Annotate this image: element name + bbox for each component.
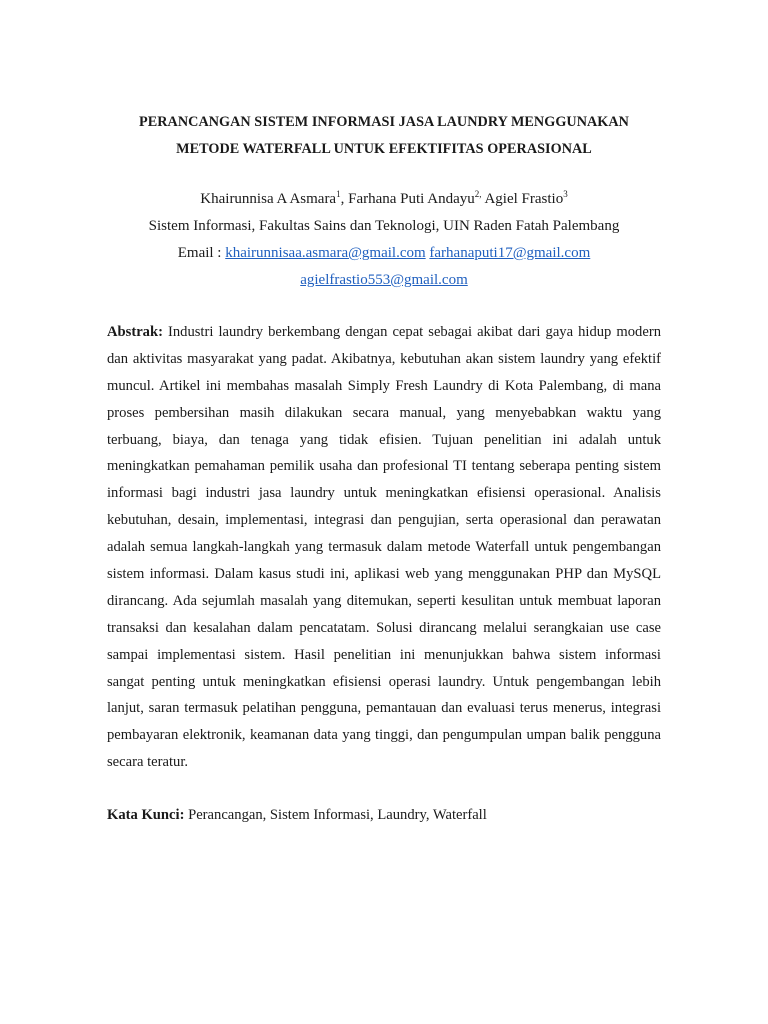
abstract-line: adalah semua langkah-langkah yang termasuk dalam metode Waterfall untuk pengembangan bbox=[107, 539, 661, 556]
email-line-2 bbox=[84, 267, 684, 294]
title-line-1: PERANCANGAN SISTEM INFORMASI JASA LAUNDRY MENGGUNAKAN bbox=[139, 114, 629, 130]
abstract-label: Abstrak: bbox=[107, 324, 163, 340]
abstract-line: muncul. Artikel ini membahas masalah Simply Fresh Laundry di Kota Palembang, di mana bbox=[107, 377, 661, 394]
author-affiliation-mark-1: 1 bbox=[336, 189, 341, 199]
author-name-2: Farhana Puti Andayu bbox=[348, 191, 475, 207]
email-label: Email : bbox=[177, 245, 226, 261]
abstract bbox=[107, 319, 661, 776]
abstract-line: meningkatkan pemahaman pemilik usaha dan profesional TI tentang seberapa penting sistem bbox=[107, 458, 661, 475]
email-link-2[interactable]: farhanaputi17@gmail.com bbox=[429, 245, 591, 261]
paper-title bbox=[90, 109, 678, 163]
author-affiliation-mark-2: 2, bbox=[474, 189, 482, 199]
abstract-line: lanjut, saran termasuk pelatihan pengguna, pemantauan dan evaluasi terus menerus, integrasi bbox=[107, 700, 661, 717]
abstract-line: sistem informasi. Dalam kasus studi ini, aplikasi web yang menggunakan PHP dan MySQL bbox=[107, 566, 661, 583]
abstract-line: sampai implementasi sistem. Hasil penelitian ini menunjukkan bahwa sistem informasi bbox=[107, 646, 661, 663]
abstract-line: secara teratur. bbox=[107, 754, 189, 771]
abstract-line-text: Industri laundry berkembang dengan cepat sebagai akibat dari gaya hidup modern bbox=[162, 324, 661, 340]
author-line bbox=[84, 186, 684, 213]
abstract-line: pembayaran elektronik, keamanan data yang tinggi, dan pengumpulan umpan balik pengguna bbox=[107, 727, 661, 744]
abstract-line: dan aktivitas masyarakat yang padat. Akibatnya, kebutuhan akan sistem laundry yang efektif bbox=[107, 350, 661, 367]
abstract-line: dirancang. Ada sejumlah masalah yang ditemukan, seperti kesulitan untuk membuat laporan bbox=[107, 592, 661, 609]
email-link-1[interactable]: khairunnisaa.asmara@gmail.com bbox=[225, 245, 426, 261]
author-affiliation-mark-3: 3 bbox=[563, 189, 568, 199]
keywords bbox=[107, 802, 661, 829]
email-link-3[interactable]: agielfrastio553@gmail.com bbox=[300, 272, 468, 288]
keywords-text: Perancangan, Sistem Informasi, Laundry, Waterfall bbox=[184, 807, 487, 823]
abstract-line: sangat penting untuk meningkatkan efisiensi operasi laundry. Untuk pengembangan lebih bbox=[107, 673, 661, 690]
author-separator: , bbox=[340, 191, 349, 207]
abstract-line: terbuang, biaya, dan tenaga yang tidak efisien. Tujuan penelitian ini adalah untuk bbox=[107, 431, 661, 448]
email-line bbox=[84, 240, 684, 267]
keywords-label: Kata Kunci: bbox=[107, 807, 185, 823]
author-name-1: Khairunnisa A Asmara bbox=[200, 191, 337, 207]
author-block bbox=[84, 186, 684, 294]
title-line-2: METODE WATERFALL UNTUK EFEKTIFITAS OPERASIONAL bbox=[176, 141, 592, 157]
author-name-3: Agiel Frastio bbox=[484, 191, 564, 207]
abstract-line: transaksi dan kesalahan dalam pencatatam. Solusi dirancang melalui serangkaian use case bbox=[107, 619, 661, 636]
affiliation: Sistem Informasi, Fakultas Sains dan Teknologi, UIN Raden Fatah Palembang bbox=[148, 218, 620, 234]
abstract-line bbox=[107, 319, 661, 346]
abstract-line: proses pembersihan masih dilakukan secara manual, yang menyebabkan waktu yang bbox=[107, 404, 661, 421]
abstract-line: kebutuhan, desain, implementasi, integrasi dan pengujian, serta operasional dan perawatan bbox=[107, 512, 661, 529]
abstract-line: informasi bagi industri jasa laundry untuk meningkatkan efisiensi operasional. Analisis bbox=[107, 485, 661, 502]
